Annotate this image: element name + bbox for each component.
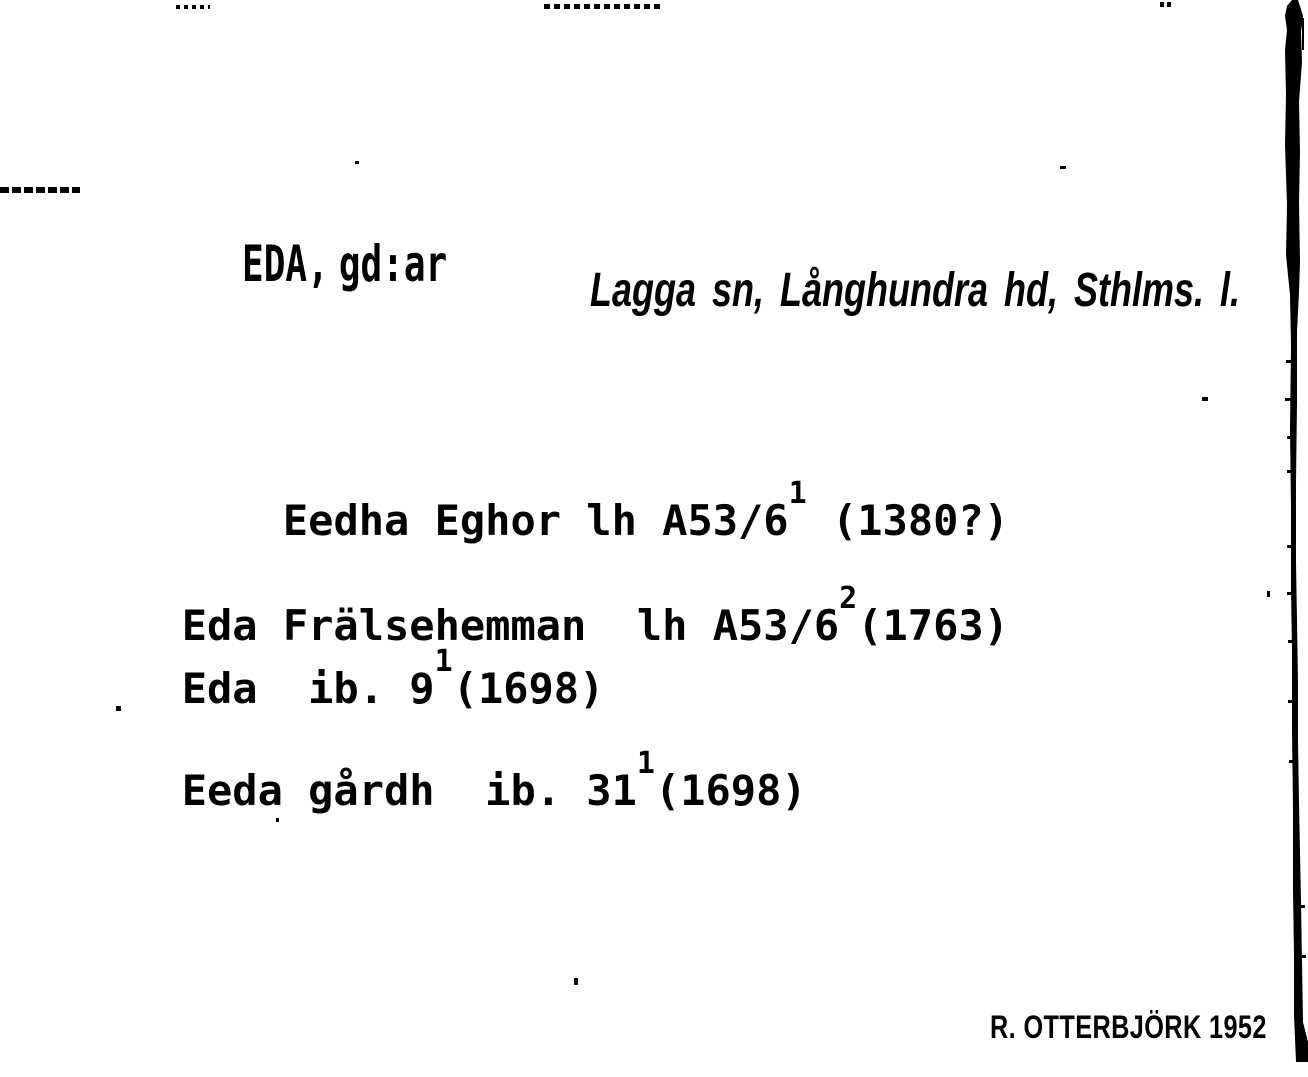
scan-edge-strip — [1278, 0, 1308, 1062]
location-text: Lagga sn, Långhundra hd, Sthlms. l. — [590, 264, 1241, 317]
entry-citation: Eda ib. 9 — [181, 664, 435, 713]
entry-year: (1380?) — [806, 496, 1009, 545]
headword-descriptor: gd:ar — [339, 235, 448, 293]
entry-year: (1698) — [654, 766, 807, 815]
scan-speckle — [1202, 397, 1208, 401]
entry-superscript: 1 — [434, 644, 453, 679]
entry-citation: Eda Frälsehemman lh A53/6 — [181, 601, 840, 650]
entry-superscript: 1 — [636, 746, 655, 781]
scan-speckle — [1060, 166, 1066, 169]
excerpt-entry — [30, 680, 807, 896]
entry-year: (1763) — [857, 601, 1009, 650]
entry-superscript: 1 — [788, 476, 807, 511]
scan-speckle — [574, 978, 578, 985]
card-headword-line — [0, 139, 578, 389]
scan-speckle — [544, 4, 660, 9]
headword: EDA, — [242, 235, 330, 293]
location-stamp — [505, 219, 1308, 363]
headword-underline — [0, 187, 80, 193]
scan-speckle — [355, 161, 359, 164]
archivist-stamp — [952, 979, 1308, 1075]
entry-citation: Eeda gårdh ib. 31 — [181, 766, 637, 815]
entry-citation: Eedha Eghor lh A53/6 — [282, 496, 789, 545]
scan-speckle — [1267, 591, 1270, 597]
entry-year: (1698) — [452, 664, 605, 713]
scan-speckle — [276, 818, 279, 822]
entry-superscript: 2 — [839, 581, 858, 616]
scan-speckle — [176, 5, 210, 9]
scan-speckle — [116, 706, 121, 711]
archivist-stamp-text: R. OTTERBJÖRK 1952 — [989, 1009, 1267, 1045]
scan-speckle — [1160, 2, 1172, 7]
